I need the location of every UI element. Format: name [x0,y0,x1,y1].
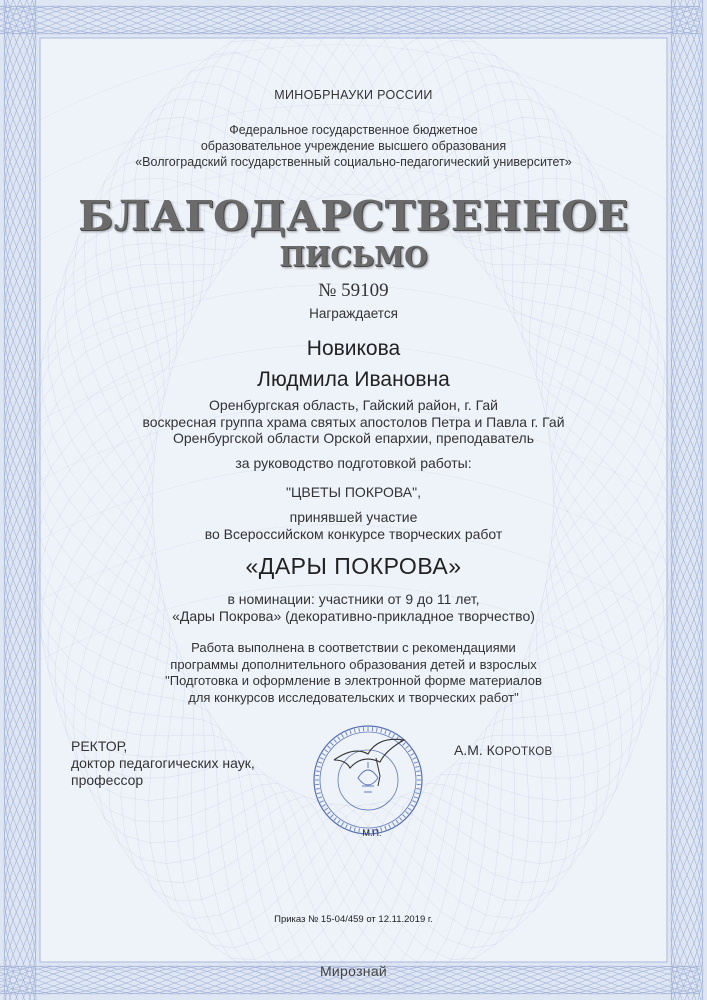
recommendation-line: для конкурсов исследовательских и творческих работ" [188,689,519,705]
rector-line: доктор педагогических наук, [71,755,255,771]
work-title: "ЦВЕТЫ ПОКРОВА", [286,484,421,500]
recipient-description-line: Оренбургской области Орской епархии, преподаватель [173,430,534,446]
participation-line: во Всероссийском конкурсе творческих работ [204,525,503,542]
recipient-description [42,397,665,447]
recommendation-text [42,640,665,706]
participation-line: принявшей участие [289,509,418,525]
recipient-description-line: воскресная группа храма святых апостолов Петра и Павла г. Гай [142,413,565,430]
ministry-header: МИНОБРНАУКИ РОССИИ [274,88,433,102]
recommendation-line: Работа выполнена в соответствии с рекомендациями [191,640,516,655]
organization-line: образовательное учреждение высшего образования [200,139,507,153]
organization-line: «Волгоградский государственный социально-педагогический университет» [135,155,572,169]
contest-name: «ДАРЫ ПОКРОВА» [245,553,462,579]
order-reference: Приказ № 15-04/459 от 12.11.2019 г. [274,914,433,925]
nomination-line: в номинации: участники от 9 до 11 лет, [227,591,480,607]
signer-name [454,742,552,758]
organization-name [42,122,665,170]
recipient-description-line: Оренбургская область, Гайский район, г. Гай [209,397,498,413]
rector-line: профессор [71,772,144,788]
brand-label: Мирознай [319,963,388,979]
document-title: БЛАГОДАРСТВЕННОЕ [78,192,629,240]
nomination-text [42,591,665,624]
recommendation-line: "Подготовка и оформление в электронной форме материалов [165,673,542,688]
official-seal-icon [306,718,436,838]
organization-line: Федеральное государственное бюджетное [229,123,478,137]
seal-label: М.П. [362,828,382,838]
signer-initials: А.М. К [454,742,495,758]
nomination-line: «Дары Покрова» (декоративно-прикладное творчество) [172,607,535,624]
awarded-label: Награждается [309,306,398,321]
recipient-first-middle-name: Людмила Ивановна [257,368,450,391]
rector-title [71,738,255,789]
guidance-text: за руководство подготовкой работы: [235,455,472,471]
recipient-last-name: Новикова [306,337,401,360]
document-title-secondary: ПИСЬМО [279,242,428,273]
recommendation-line: программы дополнительного образования детей и взрослых [170,656,537,672]
document-number: № 59109 [318,280,389,301]
participation-text [42,509,665,542]
rector-line: РЕКТОР, [71,738,128,754]
signer-surname: ОРОТКОВ [494,746,553,758]
